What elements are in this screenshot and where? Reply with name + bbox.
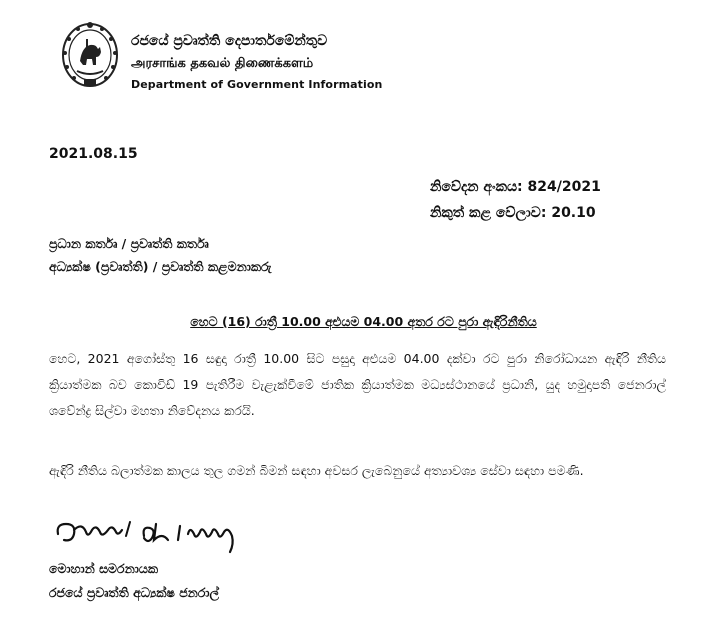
recipient-line-2: අධ්‍යක්ෂ (ප්‍රවෘත්ති) / ප්‍රවෘත්ති කළමනාකරු — [49, 259, 272, 274]
national-emblem-icon — [60, 17, 120, 89]
recipient-line-1: ප්‍රධාන කර්තෘ / ප්‍රවෘත්ති කර්තෘ — [49, 236, 209, 251]
subject-heading — [0, 314, 727, 330]
letterhead-tamil: அரசாங்க தகவல் திணைக்களம் — [131, 56, 314, 71]
letterhead-sinhala: රජයේ ප්‍රවෘත්ති දෙපාර්තමේන්තුව — [131, 33, 328, 49]
release-time: නිකුත් කළ වේලාව: 20.10 — [430, 205, 596, 221]
handwritten-signature — [52, 514, 262, 558]
letterhead-english: Department of Government Information — [131, 78, 383, 91]
signatory-title: රජයේ ප්‍රවෘත්ති අධ්‍යක්ෂ ජනරාල් — [49, 585, 220, 600]
release-number: නිවේදන අංකය: 824/2021 — [430, 179, 601, 195]
subject-text: හෙට (16) රාත්‍රී 10.00 අළුයම 04.00 අතර රට පුරා ඇඳිරිනීතිය — [190, 314, 537, 329]
body-paragraph-1: හෙට, 2021 අගෝස්තු 16 සඳුදා රාත්‍රී 10.00 සිට පසුදා අළුයම 04.00 දක්වා රට පුරා නිරෝධායන ඇඳිරි නීතිය ක්‍රියාත්මක බව කොවිඩ් 19 පැතිරීම වැළැක්වීමේ ජාතික ක්‍රියාත්මක මධ්‍යස්ථානයේ ප්‍රධානි, යුද හමුදාපති ජෙනරාල් ශවේන්ද්‍ර සිල්වා මහතා නිවේදනය කරයි. — [49, 351, 666, 418]
signatory-name: මොහාන් සමරනායක — [49, 561, 158, 576]
release-date: 2021.08.15 — [49, 146, 138, 162]
body-paragraph-2: ඇඳිරි නීතිය බලාත්මක කාලය තුල ගමන් බිමන් සඳහා අවසර ලැබෙනුයේ අත්‍යාවශ්‍ය සේවා සඳහා පමණි. — [49, 463, 584, 478]
